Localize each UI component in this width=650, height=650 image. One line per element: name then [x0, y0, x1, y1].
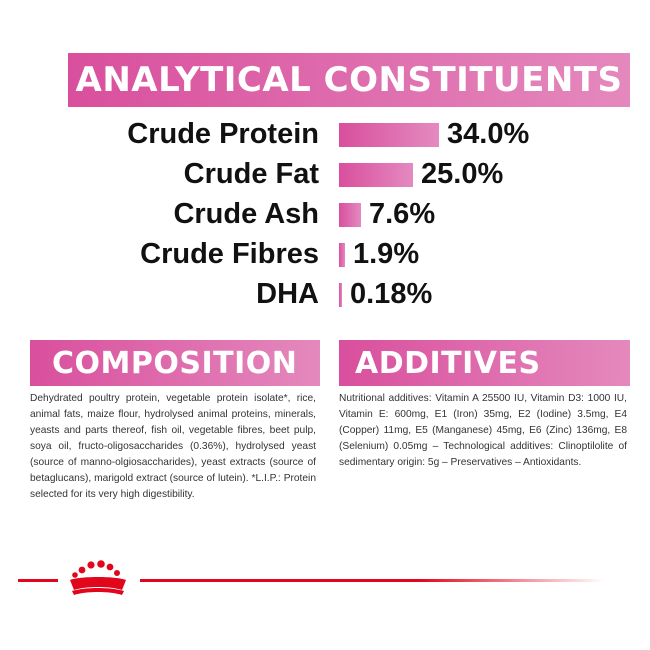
composition-banner: [30, 340, 320, 386]
constituent-value: 34.0%: [447, 118, 530, 150]
composition-text: Dehydrated poultry protein, vegetable protein isolate*, rice, animal fats, maize flour, hydrolysed animal proteins, minerals, yeasts and parts thereof, fish oil, vegetable fibres, beet pulp, soya oil, fructo-oligosaccharides (0.36%), hydrolysed yeast (source of manno-olgiosaccharides), yeast extracts (source of betaglucans), marigold extract (source of lutein). *L.I.P.: Protein selected for its very high digestibility.: [30, 393, 316, 500]
royal-canin-crown-logo-icon: [60, 558, 136, 600]
constituent-bar: [339, 243, 345, 267]
constituent-row: [0, 276, 650, 316]
analytical-constituents-title: ANALYTICAL CONSTITUENTS: [75, 60, 623, 100]
additives-title: ADDITIVES: [355, 345, 541, 381]
analytical-constituents-banner: [68, 53, 630, 107]
constituent-bar: [339, 283, 342, 307]
constituent-bar: [339, 203, 361, 227]
constituent-bar: [339, 123, 439, 147]
footer-rule-right: [140, 579, 605, 582]
constituent-label: DHA: [256, 278, 319, 310]
constituent-label: Crude Fat: [183, 158, 319, 190]
constituent-row: [0, 196, 650, 236]
composition-title: COMPOSITION: [52, 345, 298, 381]
constituent-value: 25.0%: [421, 158, 504, 190]
constituent-label: Crude Protein: [127, 118, 319, 150]
constituents-list: [0, 116, 650, 316]
footer-rule-left: [18, 579, 58, 582]
constituent-value: 1.9%: [353, 238, 420, 270]
constituent-row: [0, 236, 650, 276]
constituent-row: [0, 156, 650, 196]
constituent-value: 0.18%: [350, 278, 433, 310]
constituent-value: 7.6%: [369, 198, 436, 230]
additives-banner: [339, 340, 630, 386]
constituent-bar: [339, 163, 413, 187]
additives-text: Nutritional additives: Vitamin A 25500 IU, Vitamin D3: 1000 IU, Vitamin E: 600mg, E1 (Iron) 35mg, E2 (Iodine) 3.5mg, E4 (Copper) 11mg, E5 (Manganese) 45mg, E6 (Zinc) 136mg, E8 (Selenium) 0.05mg – Technological additives: Clinoptilolite of sedimentary origin: 5g – Preservatives – Antioxidants.: [339, 393, 627, 468]
constituent-label: Crude Ash: [173, 198, 319, 230]
constituent-row: [0, 116, 650, 156]
constituent-label: Crude Fibres: [140, 238, 319, 270]
